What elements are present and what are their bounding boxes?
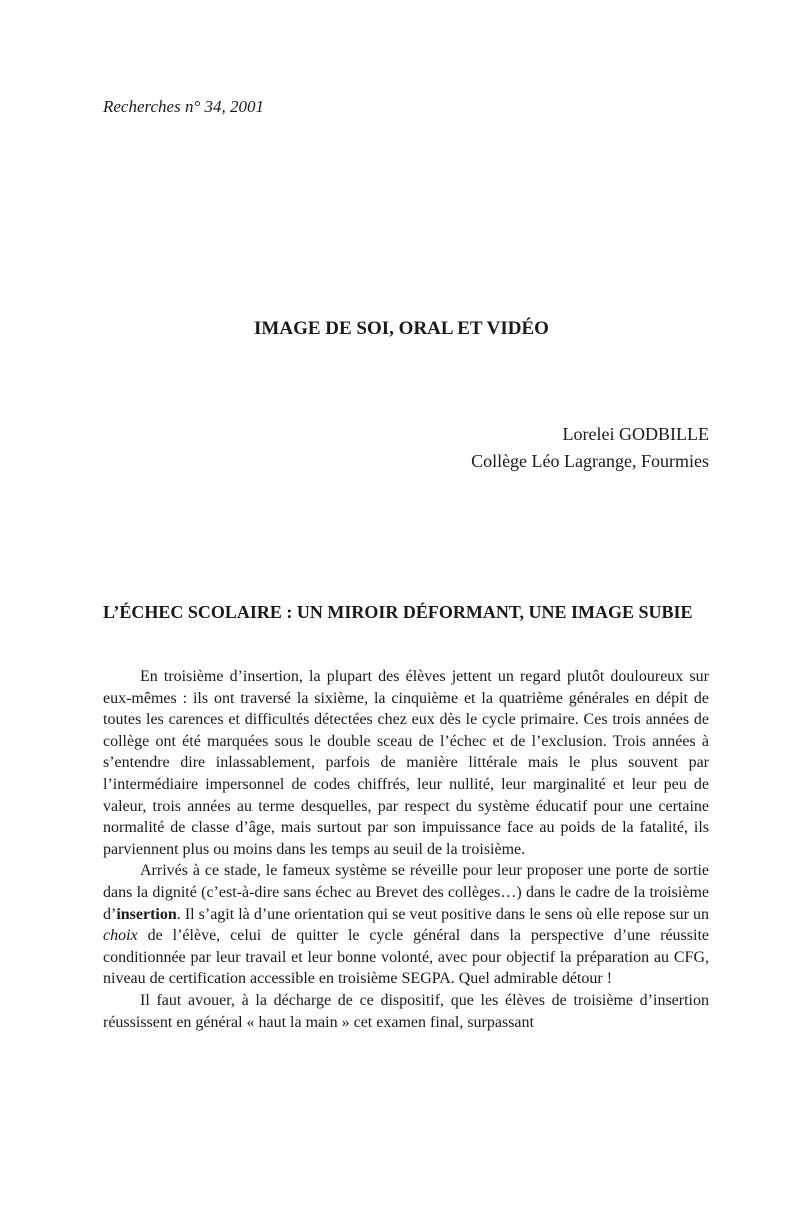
paragraph-1: En troisième d’insertion, la plupart des élèves jettent un regard plutôt douloureux sur eux-mêmes : ils ont traversé la sixième, la cinquième et la quatrième générales en dépit de toutes les carences et difficultés détectées chez eux dès le cycle primaire. Ces trois années de collège ont été marquées sous le double sceau de l’échec et de l’exclusion. Trois années à s’entendre dire inlassablement, parfois de manière littérale mais le plus souvent par l’intermédiaire impersonnel de codes chiffrés, leur nullité, leur marginalité et leur peu de valeur, trois années au terme desquelles, par respect du système éducatif pour une certaine normalité de classe d’âge, mais surtout par son impuissance face au poids de la fatalité, ils parviennent plus ou moins dans les temps au seuil de la troisième. [103, 668, 709, 858]
journal-reference: Recherches n° 34, 2001 [103, 97, 265, 116]
paragraph-2-part-a: Arrivés à ce stade, le fameux système se réveille pour leur proposer une porte de sortie dans la dignité (c’est-à-dire sans échec au Brevet des collèges…) dans le cadre de la troisième d’ [103, 862, 709, 923]
paragraph-2-part-c: de l’élève, celui de quitter le cycle général dans la perspective d’une réussite conditionnée par leur travail et leur bonne volonté, avec pour objectif la préparation au CFG, niveau de certification accessible en troisième SEGPA. Quel admirable détour ! [103, 927, 709, 988]
paragraph-2-part-b: . Il s’agit là d’une orientation qui se veut positive dans le sens où elle repose sur un [176, 905, 709, 923]
paragraph-2-italic-term: choix [103, 927, 138, 945]
article-body [103, 666, 709, 1033]
paragraph-2 [103, 860, 709, 990]
paragraph-2-bold-term: insertion [116, 905, 177, 923]
section-heading: L’ÉCHEC SCOLAIRE : UN MIROIR DÉFORMANT, UNE IMAGE SUBIE [103, 602, 693, 622]
author-name: Lorelei GODBILLE [562, 424, 709, 444]
author-block [471, 421, 709, 475]
author-affiliation: Collège Léo Lagrange, Fourmies [471, 451, 709, 471]
article-title: IMAGE DE SOI, ORAL ET VIDÉO [254, 318, 549, 339]
paragraph-3: Il faut avouer, à la décharge de ce dispositif, que les élèves de troisième d’insertion réussissent en général « haut la main » cet examen final, surpassant [103, 991, 709, 1031]
